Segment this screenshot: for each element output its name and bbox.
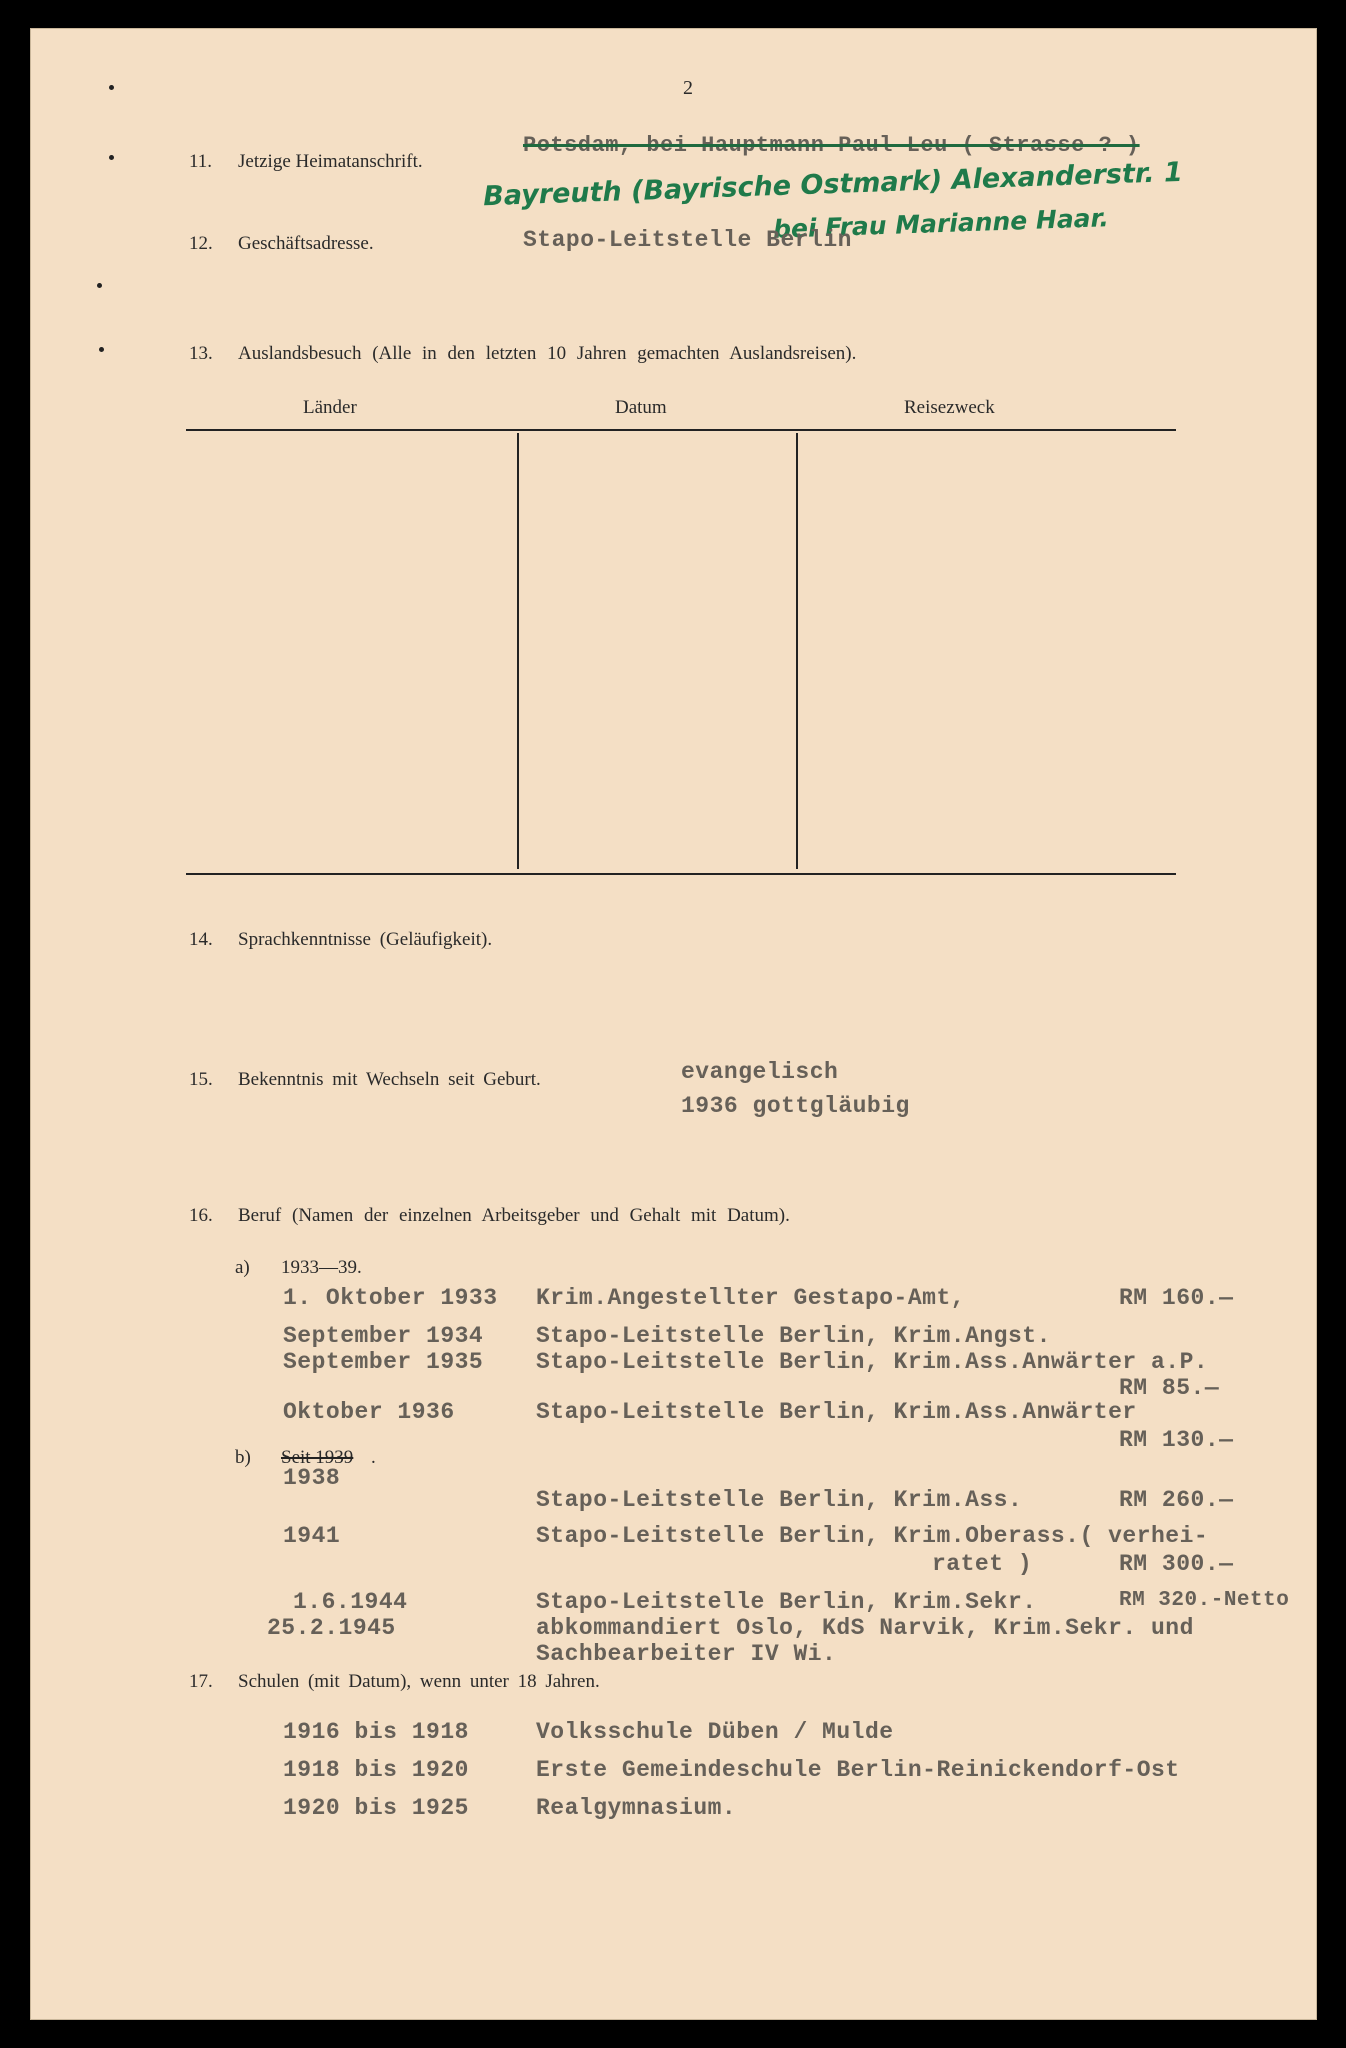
- item-11-handwritten-line1: Bayreuth (Bayrische Ostmark) Alexanderstr. 1: [482, 156, 1184, 213]
- employment-pay: RM 85.—: [1119, 1375, 1220, 1401]
- employment-date: September 1935: [283, 1349, 484, 1375]
- school-date: 1918 bis 1920: [283, 1757, 469, 1783]
- item-16-label: Beruf (Namen der einzelnen Arbeitsgeber und Gehalt mit Datum).: [238, 1205, 790, 1226]
- item-15-label: Bekenntnis mit Wechseln seit Geburt.: [238, 1069, 541, 1090]
- item-11-label: Jetzige Heimatanschrift.: [238, 151, 423, 172]
- employment-date: September 1934: [283, 1323, 484, 1349]
- margin-mark: [99, 347, 104, 352]
- school-date: 1920 bis 1925: [283, 1795, 469, 1821]
- item-17-label: Schulen (mit Datum), wenn unter 18 Jahren.: [238, 1671, 600, 1692]
- employment-date: 1941: [283, 1523, 341, 1549]
- item-16-b-marker: b): [235, 1447, 251, 1468]
- item-13-number: 13.: [189, 343, 213, 364]
- employment-text: Krim.Angestellter Gestapo-Amt,: [536, 1285, 966, 1311]
- item-16-number: 16.: [189, 1205, 213, 1226]
- item-11-crossed-address: Potsdam, bei Hauptmann Paul Leu ( Strasse ? ): [523, 133, 1140, 158]
- margin-mark: [109, 155, 114, 160]
- employment-pay: RM 320.-Netto: [1119, 1589, 1290, 1612]
- school-date: 1916 bis 1918: [283, 1719, 469, 1745]
- employment-text: Stapo-Leitstelle Berlin, Krim.Ass.Anwärter: [536, 1399, 1137, 1425]
- school-name: Volksschule Düben / Mulde: [536, 1719, 894, 1745]
- page-number: 2: [683, 77, 693, 99]
- item-11-number: 11.: [189, 151, 213, 172]
- item-11-handwritten-line2: bei Frau Marianne Haar.: [772, 203, 1110, 244]
- employment-date: 1. Oktober 1933: [283, 1285, 498, 1311]
- employment-pay: RM 130.—: [1119, 1427, 1234, 1453]
- employment-text-cont: ratet ): [932, 1551, 1033, 1577]
- item-12-value: Stapo-Leitstelle Berlin: [523, 227, 852, 253]
- item-15-value-1: evangelisch: [681, 1059, 839, 1085]
- item-16-b-label-struck: Seit 1939: [281, 1447, 354, 1468]
- employment-date: 1.6.1944: [293, 1589, 408, 1615]
- school-name: Erste Gemeindeschule Berlin-Reinickendorf-Ost: [536, 1757, 1180, 1783]
- travel-table-col-divider-2: [796, 433, 798, 869]
- school-name: Realgymnasium.: [536, 1795, 737, 1821]
- item-17-number: 17.: [189, 1671, 213, 1692]
- margin-mark: [97, 283, 102, 288]
- employment-text: Stapo-Leitstelle Berlin, Krim.Angst.: [536, 1323, 1051, 1349]
- employment-date: Oktober 1936: [283, 1399, 455, 1425]
- travel-header-datum: Datum: [615, 397, 667, 418]
- employment-text: Stapo-Leitstelle Berlin, Krim.Ass.: [536, 1487, 1023, 1513]
- item-16-a-marker: a): [235, 1257, 250, 1278]
- employment-date: 1938: [283, 1465, 341, 1491]
- employment-pay: RM 160.—: [1119, 1285, 1234, 1311]
- employment-text: Stapo-Leitstelle Berlin, Krim.Oberass.( verhei-: [536, 1523, 1209, 1549]
- document-page: [30, 28, 1317, 2020]
- item-15-number: 15.: [189, 1069, 213, 1090]
- item-16-b-label-end: .: [371, 1447, 376, 1468]
- item-14-number: 14.: [189, 929, 213, 950]
- travel-table-bottom-rule: [186, 873, 1176, 875]
- travel-table-col-divider-1: [517, 433, 519, 869]
- employment-date: 25.2.1945: [267, 1615, 396, 1641]
- item-12-number: 12.: [189, 233, 213, 254]
- item-14-label: Sprachkenntnisse (Geläufigkeit).: [238, 929, 493, 950]
- employment-text-cont: Sachbearbeiter IV Wi.: [536, 1641, 837, 1667]
- travel-header-reisezweck: Reisezweck: [904, 397, 995, 418]
- employment-pay: RM 300.—: [1119, 1551, 1234, 1577]
- item-16-a-label: 1933—39.: [281, 1257, 362, 1278]
- employment-text: abkommandiert Oslo, KdS Narvik, Krim.Sekr. und: [536, 1615, 1194, 1641]
- travel-header-laender: Länder: [303, 397, 357, 418]
- item-12-label: Geschäftsadresse.: [238, 233, 374, 254]
- travel-table-top-rule: [186, 429, 1176, 431]
- employment-pay: RM 260.—: [1119, 1487, 1234, 1513]
- margin-mark: [109, 85, 114, 90]
- item-13-label: Auslandsbesuch (Alle in den letzten 10 Jahren gemachten Auslandsreisen).: [238, 343, 857, 364]
- employment-text: Stapo-Leitstelle Berlin, Krim.Sekr.: [536, 1589, 1037, 1615]
- employment-text: Stapo-Leitstelle Berlin, Krim.Ass.Anwärter a.P.: [536, 1349, 1209, 1375]
- item-15-value-2: 1936 gottgläubig: [681, 1093, 910, 1119]
